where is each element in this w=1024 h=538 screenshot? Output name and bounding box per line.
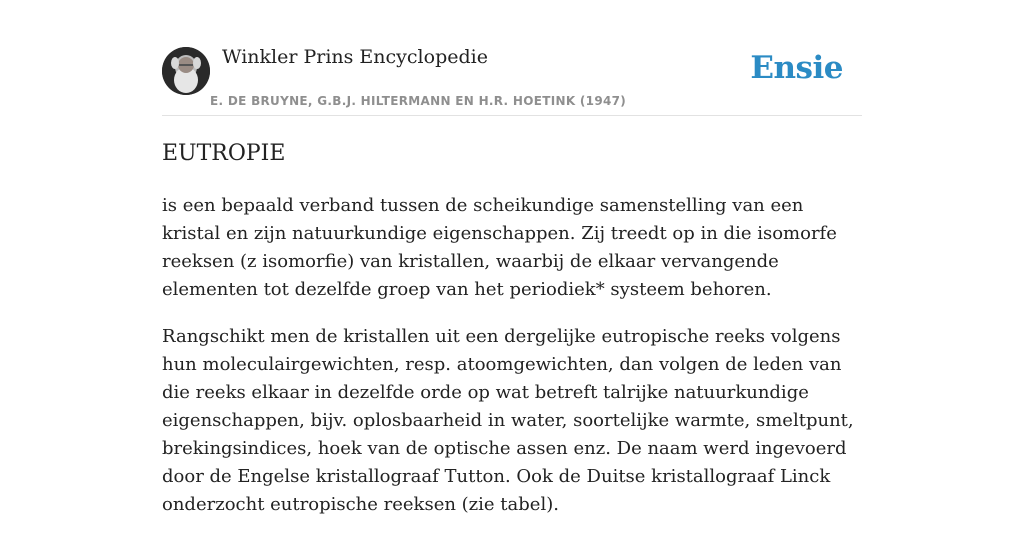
entry-paragraph: is een bepaald verband tussen de scheikundige samenstelling van een kristal en zijn natuurkundige eigenschappen. Zij treedt op in die isomorfe reeksen (z isomorfie) van kristallen, waarbij de elkaar vervangende elementen tot dezelfde groep van het periodiek* systeem behoren. — [162, 195, 837, 300]
source-authors: E. DE BRUYNE, G.B.J. HILTERMANN EN H.R. HOETINK (1947) — [210, 94, 627, 108]
source-title[interactable]: Winkler Prins Encyclopedie — [222, 46, 488, 68]
entry-title: EUTROPIE — [162, 141, 286, 166]
entry-paragraph: Rangschikt men de kristallen uit een dergelijke eutropische reeks volgens hun moleculairgewichten, resp. atoomgewichten, dan volgen de leden van die reeks elkaar in dezelfde orde op wat betreft talrijke natuurkundige eigenschappen, bijv. oplosbaarheid in water, soortelijke warmte, smeltpunt, brekingsindices, hoek van de optische assen enz. De naam werd ingevoerd door de Engelse kristallograaf Tutton. Ook de Duitse kristallograaf Linck onderzocht eutropische reeksen (zie tabel). — [162, 326, 854, 515]
page — [162, 0, 862, 515]
ensie-logo[interactable]: Ensie — [750, 50, 843, 86]
author-portrait-icon[interactable] — [162, 47, 210, 95]
source-header — [162, 0, 862, 116]
entry-body — [162, 192, 862, 538]
